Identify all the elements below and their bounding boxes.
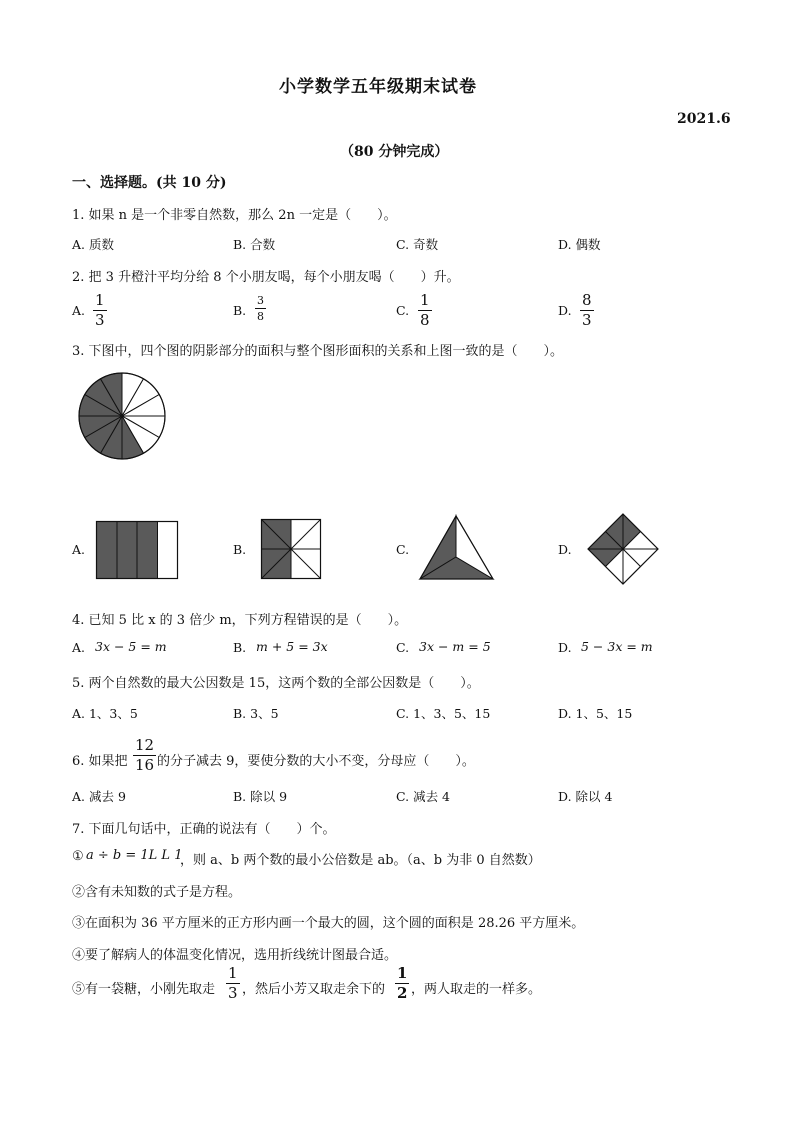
q4-option-b-equation: m + 5 = 3x xyxy=(256,639,328,654)
q2-option-a-letter: A. xyxy=(72,303,86,318)
q1-option-c: C. 奇数 xyxy=(396,237,439,252)
denominator: 3 xyxy=(95,311,105,329)
q4-option-c-letter: C. xyxy=(396,640,410,655)
q5-option-d: D. 1、5、15 xyxy=(558,706,633,721)
q7-statement-5-fraction-1 xyxy=(226,966,240,1001)
numerator: 1 xyxy=(95,291,105,309)
denominator: 3 xyxy=(582,311,592,329)
q4-option-d-equation: 5 − 3x = m xyxy=(581,639,653,654)
denominator: 8 xyxy=(257,310,264,323)
numerator: 12 xyxy=(135,736,155,754)
q5-option-c: C. 1、3、5、15 xyxy=(396,706,491,721)
q6-fraction xyxy=(133,738,156,773)
q1-option-d: D. 偶数 xyxy=(558,237,601,252)
denominator: 8 xyxy=(420,311,430,329)
reference-circle-figure xyxy=(78,372,166,460)
numerator: 3 xyxy=(257,294,264,307)
page-title: 小学数学五年级期末试卷 xyxy=(279,77,477,97)
q3-option-d-diamond xyxy=(587,513,659,585)
q7-statement-1-math: a ÷ b = 1L L 1 xyxy=(86,848,183,863)
question-6-prefix: 6. 如果把 xyxy=(72,754,128,769)
question-1: 1. 如果 n 是一个非零自然数，那么 2n 一定是（ ）。 xyxy=(72,208,397,223)
q3-option-a-letter: A. xyxy=(72,542,86,557)
q6-option-a: A. 减去 9 xyxy=(72,789,126,804)
q2-option-d-fraction xyxy=(580,293,594,328)
q2-option-d-letter: D. xyxy=(558,303,572,318)
denominator: 16 xyxy=(135,756,155,774)
q4-option-d-letter: D. xyxy=(558,640,572,655)
q3-option-c-letter: C. xyxy=(396,542,410,557)
denominator: 2 xyxy=(397,984,408,1002)
q7-statement-5-middle: ，然后小芳又取走余下的 xyxy=(242,982,386,997)
q7-statement-5-fraction-2 xyxy=(395,966,409,1001)
q5-option-a: A. 1、3、5 xyxy=(72,706,138,721)
numerator: 8 xyxy=(582,291,592,309)
question-2: 2. 把 3 升橙汁平均分给 8 个小朋友喝，每个小朋友喝（ ）升。 xyxy=(72,270,460,285)
q4-option-c-equation: 3x − m = 5 xyxy=(419,639,491,654)
q6-option-c: C. 减去 4 xyxy=(396,789,450,804)
q3-option-a-rectangle xyxy=(96,521,178,579)
q3-option-c-triangle xyxy=(419,515,495,581)
q4-option-a-equation: 3x − 5 = m xyxy=(95,639,167,654)
numerator: 1 xyxy=(420,291,430,309)
q3-option-d-letter: D. xyxy=(558,542,572,557)
q2-option-b-fraction xyxy=(255,295,266,322)
denominator: 3 xyxy=(228,984,238,1002)
q2-option-c-fraction xyxy=(418,293,432,328)
q6-option-d: D. 除以 4 xyxy=(558,789,613,804)
q7-statement-4: ④要了解病人的体温变化情况，选用折线统计图最合适。 xyxy=(72,948,398,963)
q3-option-b-square xyxy=(261,519,321,579)
q7-statement-5-suffix: ，两人取走的一样多。 xyxy=(411,982,542,997)
numerator: 1 xyxy=(228,964,238,982)
numerator: 1 xyxy=(397,964,408,982)
q1-option-a: A. 质数 xyxy=(72,237,114,252)
q5-option-b: B. 3、5 xyxy=(233,706,279,721)
question-4: 4. 已知 5 比 x 的 3 倍少 m，下列方程错误的是（ ）。 xyxy=(72,613,408,628)
q3-option-b-letter: B. xyxy=(233,542,247,557)
q4-option-b-letter: B. xyxy=(233,640,247,655)
q7-statement-1-number: ① xyxy=(72,849,84,864)
q7-statement-2: ②含有未知数的式子是方程。 xyxy=(72,885,242,900)
question-3: 3. 下图中，四个图的阴影部分的面积与整个图形面积的关系和上图一致的是（ ）。 xyxy=(72,344,564,359)
question-7: 7. 下面几句话中，正确的说法有（ ）个。 xyxy=(72,822,336,837)
q1-option-b: B. 合数 xyxy=(233,237,276,252)
exam-date: 2021.6 xyxy=(677,111,731,127)
q7-statement-5-prefix: ⑤有一袋糖，小刚先取走 xyxy=(72,982,216,997)
q2-option-b-letter: B. xyxy=(233,303,247,318)
time-limit: （80 分钟完成） xyxy=(340,144,449,160)
q2-option-c-letter: C. xyxy=(396,303,410,318)
q2-option-a-fraction xyxy=(93,293,107,328)
question-6-suffix: 的分子减去 9，要使分数的大小不变，分母应（ ）。 xyxy=(157,754,475,769)
section-heading: 一、选择题。(共 10 分) xyxy=(72,175,227,191)
q7-statement-3: ③在面积为 36 平方厘米的正方形内画一个最大的圆，这个圆的面积是 28.26 平方厘米。 xyxy=(72,916,585,931)
q7-statement-1-text: ，则 a、b 两个数的最小公倍数是 ab。（a、b 为非 0 自然数） xyxy=(180,853,541,868)
q6-option-b: B. 除以 9 xyxy=(233,789,288,804)
question-5: 5. 两个自然数的最大公因数是 15，这两个数的全部公因数是（ ）。 xyxy=(72,676,480,691)
q4-option-a-letter: A. xyxy=(72,640,86,655)
